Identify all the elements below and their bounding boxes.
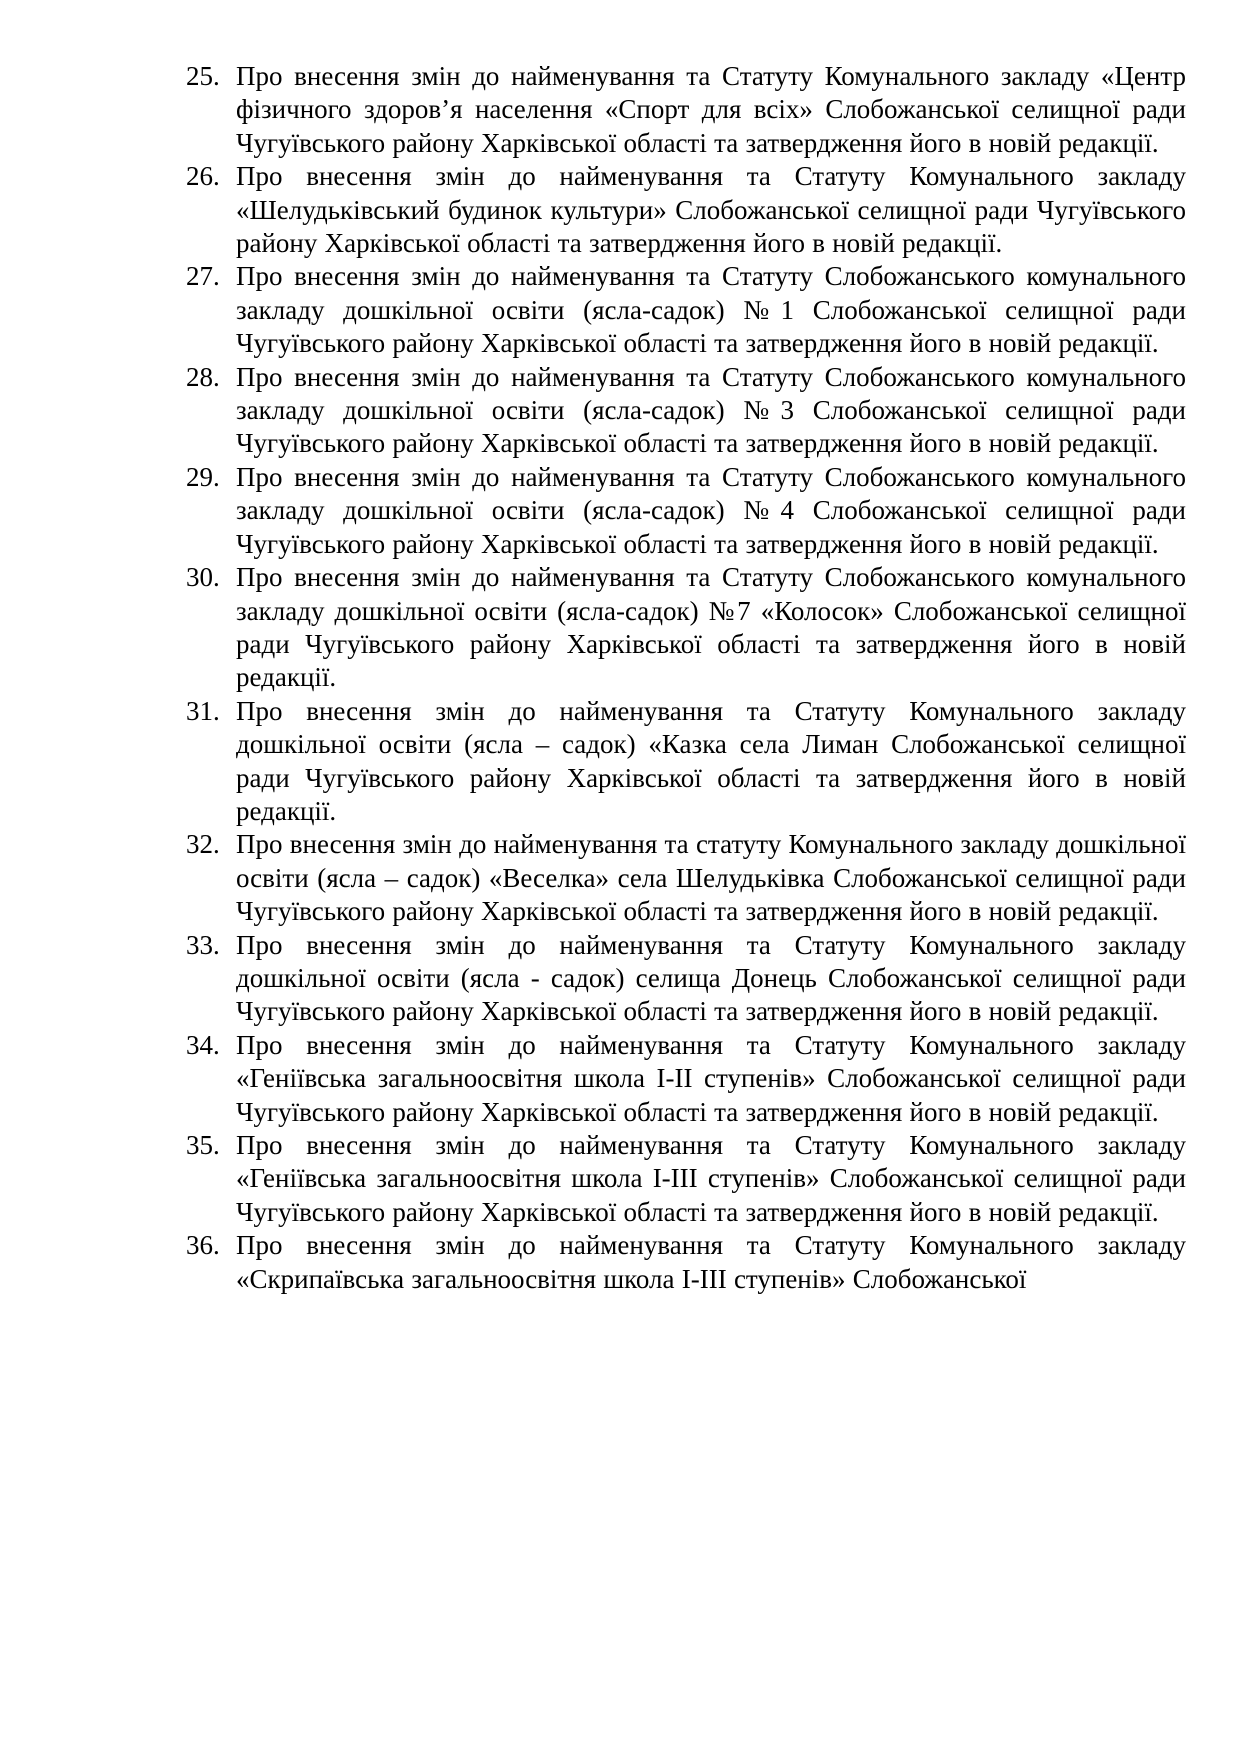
item-text: Про внесення змін до найменування та Статуту Комунального закладу «Шелудьківський будинок культури» Слобожанської селищної ради Чугуївського району Харківської області та затвердження його в новій редакції. [236,161,1186,259]
list-item [186,1129,1186,1229]
item-text: Про внесення змін до найменування та Статуту Комунального закладу «Геніївська загальноосвітня школа І-ІІ ступенів» Слобожанської селищної ради Чугуївського району Харківської області та затвердження його в новій редакції. [236,1029,1186,1127]
agenda-list [186,60,1186,1296]
list-item [186,828,1186,928]
item-number: 35. [186,1130,220,1160]
item-text: Про внесення змін до найменування та Статуту Слобожанського комунального закладу дошкільної освіти (ясла-садок) №4 Слобожанської селищної ради Чугуївського району Харківської області та затвердження його в новій редакції. [236,461,1186,559]
item-number: 30. [186,562,220,593]
item-number: 29. [186,461,220,492]
item-number: 31. [186,695,220,726]
item-text: Про внесення змін до найменування та статуту Комунального закладу дошкільної освіти (ясла – садок) «Веселка» села Шелудьківка Слобожанської селищної ради Чугуївського району Харківської області та затвердження його в новій редакції. [236,829,1186,927]
list-item [186,561,1186,695]
item-number: 28. [186,361,220,392]
item-text: Про внесення змін до найменування та Статуту Слобожанського комунального закладу дошкільної освіти (ясла-садок) №3 Слобожанської селищної ради Чугуївського району Харківської області та затвердження його в новій редакції. [236,361,1186,459]
list-item [186,1029,1186,1129]
list-item [186,160,1186,260]
item-number: 33. [186,929,220,960]
item-text: Про внесення змін до найменування та Статуту Комунального закладу «Геніївська загальноосвітня школа І-ІІІ ступенів» Слобожанської селищної ради Чугуївського району Харківської області та затвердження його в новій редакції. [236,1130,1186,1227]
item-number: 34. [186,1029,220,1060]
list-item [186,60,1186,160]
item-number: 27. [186,261,220,292]
list-item [186,260,1186,360]
item-text: Про внесення змін до найменування та Статуту Комунального закладу «Скрипаївська загальноосвітня школа І-ІІІ ступенів» Слобожанської [236,1230,1186,1294]
list-item [186,929,1186,1029]
list-item [186,461,1186,561]
list-item [186,695,1186,829]
item-text: Про внесення змін до найменування та Статуту Слобожанського комунального закладу дошкільної освіти (ясла-садок) №1 Слобожанської селищної ради Чугуївського району Харківської області та затвердження його в новій редакції. [236,261,1186,359]
item-text: Про внесення змін до найменування та Статуту Комунального закладу «Центр фізичного здоров’я населення «Спорт для всіх» Слобожанської селищної ради Чугуївського району Харківської області та затвердження його в новій редакції. [236,61,1186,158]
item-number: 32. [186,829,220,860]
item-text: Про внесення змін до найменування та Статуту Слобожанського комунального закладу дошкільної освіти (ясла-садок) №7 «Колосок» Слобожанської селищної ради Чугуївського району Харківської області та затвердження його в новій редакції. [236,562,1186,693]
list-item [186,1229,1186,1296]
item-number: 36. [186,1230,220,1261]
item-text: Про внесення змін до найменування та Статуту Комунального закладу дошкільної освіти (ясла - садок) селища Донець Слобожанської селищної ради Чугуївського району Харківської області та затвердження його в новій редакції. [236,929,1186,1027]
list-item [186,361,1186,461]
item-number: 26. [186,161,220,192]
item-text: Про внесення змін до найменування та Статуту Комунального закладу дошкільної освіти (ясла – садок) «Казка села Лиман Слобожанської селищної ради Чугуївського району Харківської області та затвердження його в новій редакції. [236,695,1186,826]
item-number: 25. [186,61,220,91]
